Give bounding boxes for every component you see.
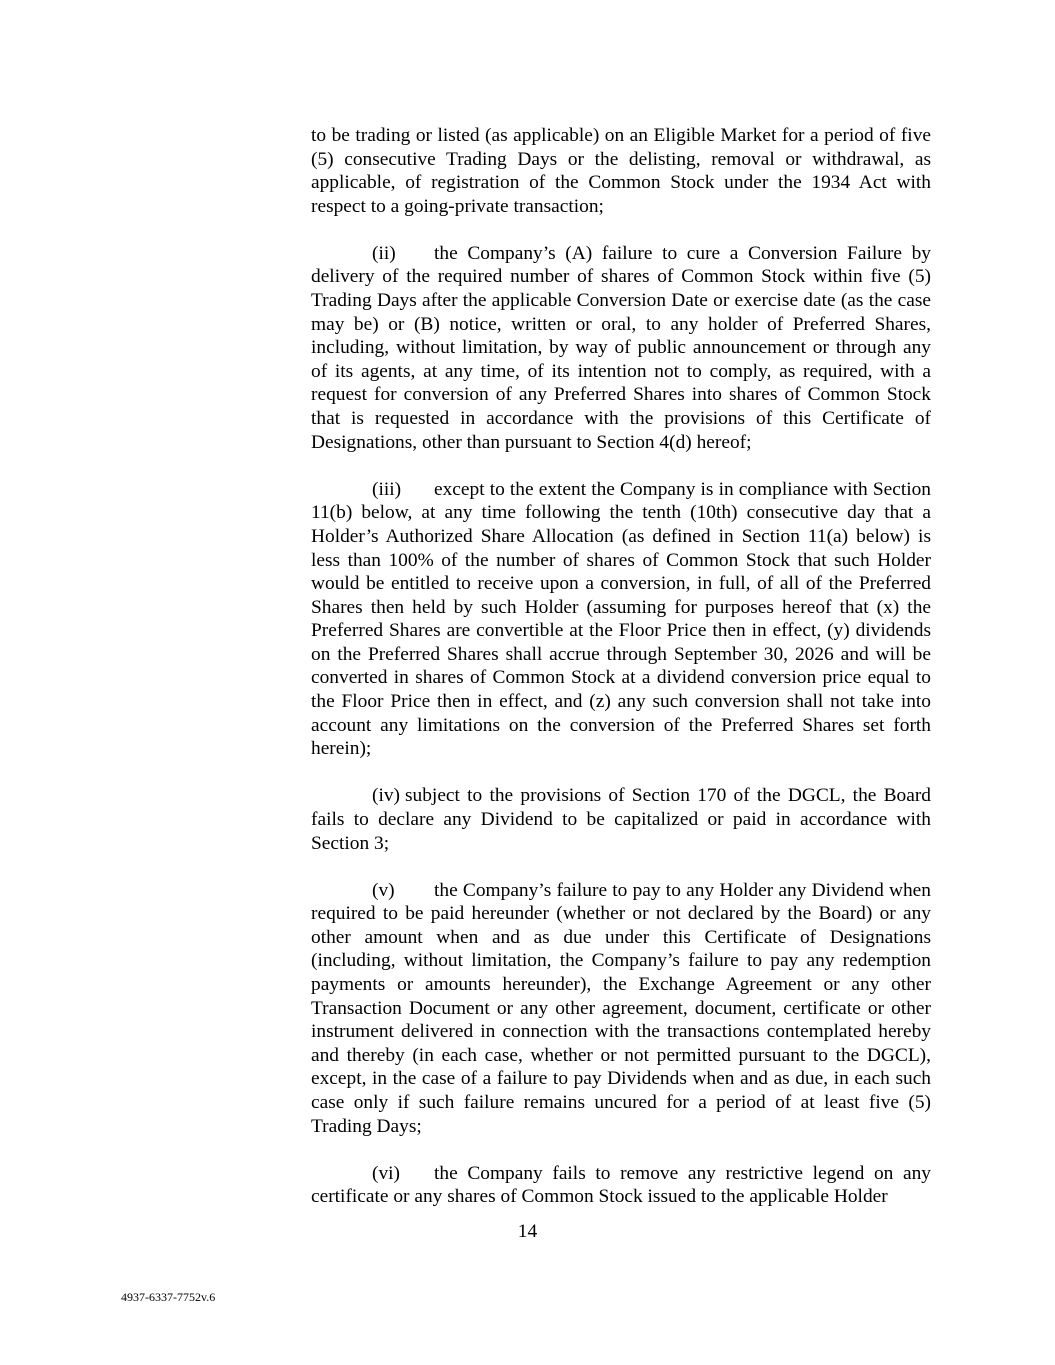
paragraph-item-v	[311, 879, 931, 1139]
paragraph-item-iii	[311, 478, 931, 761]
paragraph-item-iv	[311, 784, 931, 855]
paragraph-text: to be trading or listed (as applicable) on an Eligible Market for a period of five (5) consecutive Trading Days or the delisting, removal or withdrawal, as applicable, of registration of the Common Stock under the 1934 Act with respect to a going-private transaction;	[311, 125, 931, 217]
page-number: 14	[517, 1221, 538, 1242]
paragraph-text: the Company’s failure to pay to any Holder any Dividend when required to be paid hereunder (whether or not declared by the Board) or any other amount when and as due under this Certificate of Designations (including, without limitation, the Company’s failure to pay any redemption payments or amounts hereunder), the Exchange Agreement or any other Transaction Document or any other agreement, document, certificate or other instrument delivered in connection with the transactions contemplated hereby and thereby (in each case, whether or not permitted pursuant to the DGCL), except, in the case of a failure to pay Dividends when and as due, in each such case only if such failure remains uncured for a period of at least five (5) Trading Days;	[311, 879, 931, 1137]
item-label: (v)	[372, 879, 395, 901]
item-label: (iii)	[372, 478, 402, 500]
item-label: (iv)	[372, 785, 400, 807]
document-id: 4937-6337-7752v.6	[121, 1290, 216, 1304]
document-body	[311, 124, 931, 1232]
item-label: (ii)	[372, 242, 396, 264]
paragraph-text: the Company’s (A) failure to cure a Conversion Failure by delivery of the required number of shares of Common Stock within five (5) Trading Days after the applicable Conversion Date or exercise date (as the case may be) or (B) notice, written or oral, to any holder of Preferred Shares, including, without limitation, by way of public announcement or through any of its agents, at any time, of its intention not to comply, as required, with a request for conversion of any Preferred Shares into shares of Common Stock that is requested in accordance with the provisions of this Certificate of Designations, other than pursuant to Section 4(d) hereof;	[311, 242, 931, 453]
paragraph-text: subject to the provisions of Section 170 of the DGCL, the Board fails to declare any Dividend to be capitalized or paid in accordance with Section 3;	[311, 785, 931, 854]
paragraph-text: the Company fails to remove any restrictive legend on any certificate or any shares of Common Stock issued to the applicable Holder	[311, 1162, 931, 1208]
paragraph-item-ii	[311, 242, 931, 454]
paragraph-text: except to the extent the Company is in compliance with Section 11(b) below, at any time following the tenth (10th) consecutive day that a Holder’s Authorized Share Allocation (as defined in Section 11(a) below) is less than 100% of the number of shares of Common Stock that such Holder would be entitled to receive upon a conversion, in full, of all of the Preferred Shares then held by such Holder (assuming for purposes hereof that (x) the Preferred Shares are convertible at the Floor Price then in effect, (y) dividends on the Preferred Shares shall accrue through September 30, 2026 and will be converted in shares of Common Stock at a dividend conversion price equal to the Floor Price then in effect, and (z) any such conversion shall not take into account any limitations on the conversion of the Preferred Shares set forth herein);	[311, 478, 931, 760]
item-label: (vi)	[372, 1162, 400, 1184]
paragraph-continuation	[311, 124, 931, 218]
paragraph-item-vi	[311, 1162, 931, 1209]
